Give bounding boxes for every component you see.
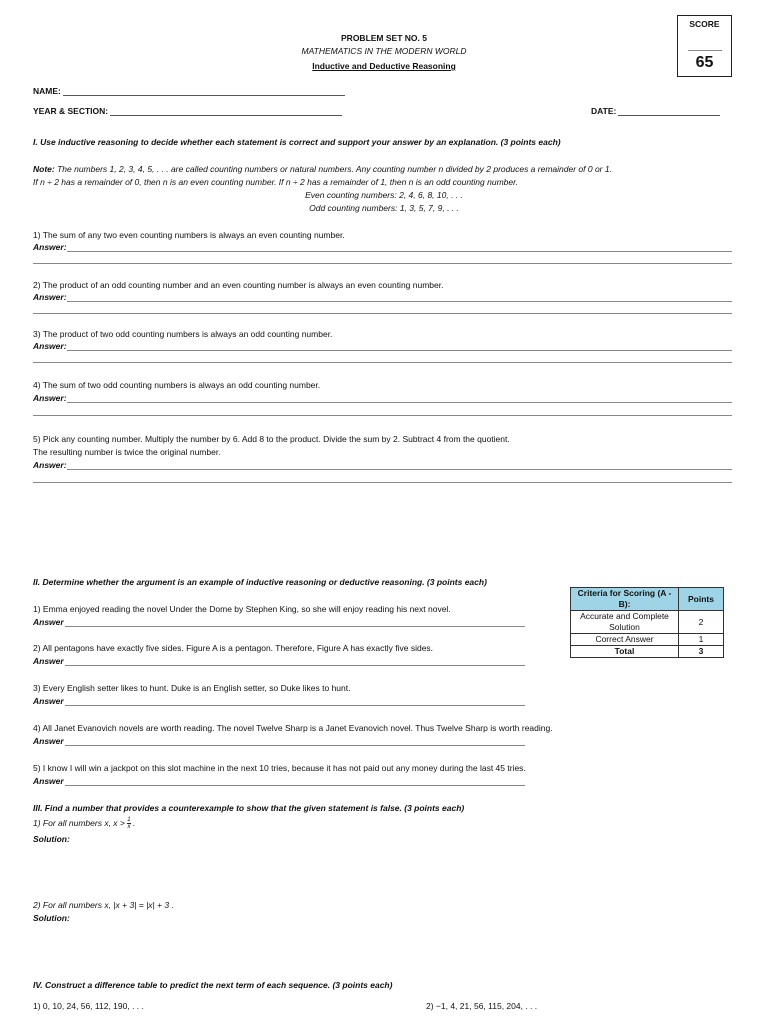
answer-line[interactable] xyxy=(67,251,732,252)
part4-heading: IV. Construct a difference table to predict the next term of each sequence. (3 points each) xyxy=(33,980,393,990)
name-field[interactable] xyxy=(63,95,345,96)
answer-line[interactable] xyxy=(67,469,732,470)
answer-line[interactable] xyxy=(67,301,732,302)
points-header: Points xyxy=(679,588,724,611)
fraction-numerator: 1 xyxy=(127,817,131,823)
even-numbers-line: Even counting numbers: 2, 4, 6, 8, 10, . . . xyxy=(305,190,463,200)
part2-item-2: 2) All pentagons have exactly five sides. Figure A is a pentagon. Therefore, Figure A has exactly five sides. xyxy=(33,643,434,653)
part2-item-5: 5) I know I will win a jackpot on this slot machine in the next 10 tries, because it has not paid out any money during the last 45 tries. xyxy=(33,763,526,773)
odd-numbers-line: Odd counting numbers: 1, 3, 5, 7, 9, . . . xyxy=(309,203,459,213)
note-text: The numbers 1, 2, 3, 4, 5, . . . are called counting numbers or natural numbers. Any counting number n divided by 2 produces a remainder of 0 or 1. xyxy=(54,164,612,174)
answer-label: Answer xyxy=(33,736,64,746)
answer-label: Answer xyxy=(33,696,64,706)
part1-item-1: 1) The sum of any two even counting numbers is always an even counting number. xyxy=(33,230,345,240)
criteria-header-row xyxy=(571,588,724,611)
part2-item-1: 1) Emma enjoyed reading the novel Under the Dome by Stephen King, so she will enjoy reading his next novel. xyxy=(33,604,451,614)
part1-item-5: 5) Pick any counting number. Multiply the number by 6. Add 8 to the product. Divide the sum by 2. Subtract 4 from the quotient. xyxy=(33,434,510,444)
answer-label: Answer: xyxy=(33,393,67,403)
answer-line[interactable] xyxy=(33,263,732,264)
answer-line[interactable] xyxy=(33,313,732,314)
answer-label: Answer: xyxy=(33,341,67,351)
points-cell: 1 xyxy=(679,634,724,646)
criteria-cell: Accurate and Complete Solution xyxy=(571,611,679,634)
part1-item-4: 4) The sum of two odd counting numbers is always an odd counting number. xyxy=(33,380,321,390)
part1-heading: I. Use inductive reasoning to decide whether each statement is correct and support your answer by an explanation. (3 points each) xyxy=(33,137,561,147)
answer-line[interactable] xyxy=(65,745,525,746)
answer-line[interactable] xyxy=(65,705,525,706)
answer-label: Answer xyxy=(33,617,64,627)
date-field[interactable] xyxy=(618,115,720,116)
fraction-denominator: x xyxy=(127,824,131,830)
answer-line[interactable] xyxy=(67,350,732,351)
answer-label: Answer: xyxy=(33,460,67,470)
part1-item-2: 2) The product of an odd counting number and an even counting number is always an even counting number. xyxy=(33,280,444,290)
answer-line[interactable] xyxy=(67,402,732,403)
part4-item-1: 1) 0, 10, 24, 56, 112, 190, . . . xyxy=(33,1001,144,1011)
points-cell: 2 xyxy=(679,611,724,634)
page-title: PROBLEM SET NO. 5 xyxy=(341,33,427,43)
answer-line[interactable] xyxy=(65,626,525,627)
score-label: SCORE xyxy=(689,19,720,29)
total-points-cell: 3 xyxy=(679,646,724,658)
criteria-cell: Correct Answer xyxy=(571,634,679,646)
year-section-field[interactable] xyxy=(110,115,342,116)
part3-item-1-suffix: . xyxy=(130,817,136,828)
date-label: DATE: xyxy=(591,106,617,116)
solution-label: Solution: xyxy=(33,913,70,923)
answer-label: Answer xyxy=(33,656,64,666)
answer-label: Answer xyxy=(33,776,64,786)
note-label: Note: xyxy=(33,164,55,174)
score-value: 65 xyxy=(695,54,714,71)
part3-item-2: 2) For all numbers x, |x + 3| = |x| + 3 . xyxy=(33,900,174,910)
solution-label: Solution: xyxy=(33,834,70,844)
name-label: NAME: xyxy=(33,86,61,96)
criteria-header: Criteria for Scoring (A - B): xyxy=(571,588,679,611)
part4-item-2: 2) −1, 4, 21, 56, 115, 204, . . . xyxy=(426,1001,538,1011)
part1-item-5-line2: The resulting number is twice the original number. xyxy=(33,447,221,457)
answer-label: Answer: xyxy=(33,242,67,252)
criteria-table xyxy=(570,587,724,658)
answer-line[interactable] xyxy=(33,415,732,416)
criteria-row xyxy=(571,634,724,646)
part2-heading: II. Determine whether the argument is an example of inductive reasoning or deductive reasoning. (3 points each) xyxy=(33,577,487,587)
year-section-label: YEAR & SECTION: xyxy=(33,106,109,116)
answer-line[interactable] xyxy=(33,362,732,363)
page-topic: Inductive and Deductive Reasoning xyxy=(312,61,456,71)
criteria-row-total xyxy=(571,646,724,658)
answer-line[interactable] xyxy=(65,785,525,786)
part1-item-3: 3) The product of two odd counting numbers is always an odd counting number. xyxy=(33,329,333,339)
page-subtitle: MATHEMATICS IN THE MODERN WORLD xyxy=(301,46,467,56)
part2-item-4: 4) All Janet Evanovich novels are worth reading. The novel Twelve Sharp is a Janet Evanovich novel. Thus Twelve Sharp is worth reading. xyxy=(33,723,553,733)
part2-item-3: 3) Every English setter likes to hunt. Duke is an English setter, so Duke likes to hunt. xyxy=(33,683,351,693)
part3-heading: III. Find a number that provides a counterexample to show that the given statement is false. (3 points each) xyxy=(33,803,465,813)
answer-line[interactable] xyxy=(33,482,732,483)
part3-item-1 xyxy=(33,817,135,830)
answer-line[interactable] xyxy=(65,665,525,666)
criteria-row xyxy=(571,611,724,634)
total-label-cell: Total xyxy=(571,646,679,658)
note-line1 xyxy=(33,164,612,174)
part3-item-1-text: 1) For all numbers x, x > xyxy=(33,817,125,828)
answer-label: Answer: xyxy=(33,292,67,302)
note-line2: If n ÷ 2 has a remainder of 0, then n is an even counting number. If n ÷ 2 has a remainder of 1, then n is an odd counting number. xyxy=(33,177,518,187)
